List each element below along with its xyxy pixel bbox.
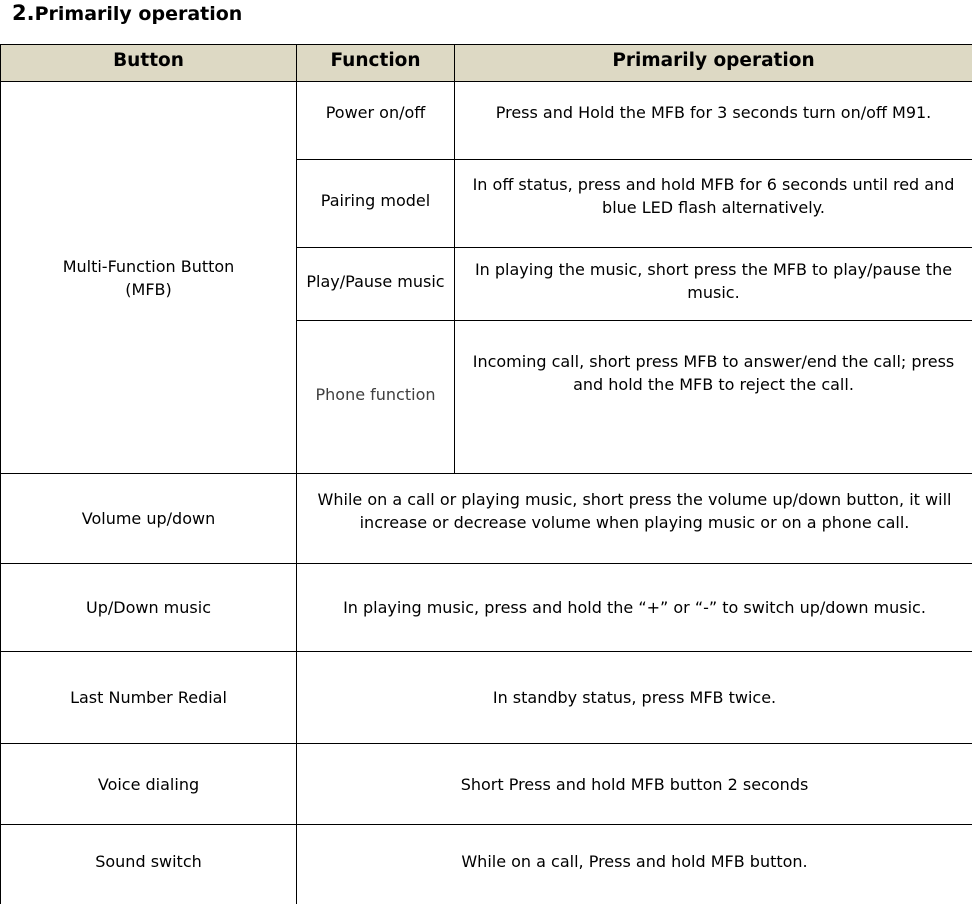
operation-cell: In playing music, press and hold the “+” or “-” to switch up/down music. (297, 564, 972, 652)
mfb-button-label-line2: (MFB) (7, 278, 290, 301)
mfb-button-cell (1, 82, 297, 474)
header-operation: Primarily operation (455, 45, 972, 82)
header-function: Function (297, 45, 455, 82)
operation-cell: Incoming call, short press MFB to answer/end the call; press and hold the MFB to reject the call. (455, 321, 972, 474)
operation-cell: In off status, press and hold MFB for 6 seconds until red and blue LED flash alternatively. (455, 160, 972, 248)
button-cell: Volume up/down (1, 474, 297, 564)
section-heading (12, 0, 242, 26)
section-number: 2. (12, 1, 35, 25)
operation-cell: Short Press and hold MFB button 2 seconds (297, 744, 972, 825)
table-row (1, 652, 972, 744)
table-row (1, 82, 972, 160)
function-cell: Pairing model (297, 160, 455, 248)
button-cell: Last Number Redial (1, 652, 297, 744)
button-cell: Sound switch (1, 825, 297, 904)
operations-table (0, 44, 972, 904)
table-row (1, 744, 972, 825)
operation-cell: In standby status, press MFB twice. (297, 652, 972, 744)
function-cell: Play/Pause music (297, 248, 455, 321)
operation-cell: In playing the music, short press the MFB to play/pause the music. (455, 248, 972, 321)
header-button: Button (1, 45, 297, 82)
table-row (1, 564, 972, 652)
button-cell: Up/Down music (1, 564, 297, 652)
function-cell: Phone function (297, 321, 455, 474)
operation-cell: While on a call or playing music, short press the volume up/down button, it will increase or decrease volume when playing music or on a phone call. (297, 474, 972, 564)
mfb-button-label-line1: Multi-Function Button (7, 255, 290, 278)
section-title: Primarily operation (35, 3, 243, 25)
operation-cell: Press and Hold the MFB for 3 seconds turn on/off M91. (455, 82, 972, 160)
table-row (1, 825, 972, 904)
operation-cell: While on a call, Press and hold MFB button. (297, 825, 972, 904)
button-cell: Voice dialing (1, 744, 297, 825)
table-row (1, 474, 972, 564)
table-header-row (1, 45, 972, 82)
function-cell: Power on/off (297, 82, 455, 160)
